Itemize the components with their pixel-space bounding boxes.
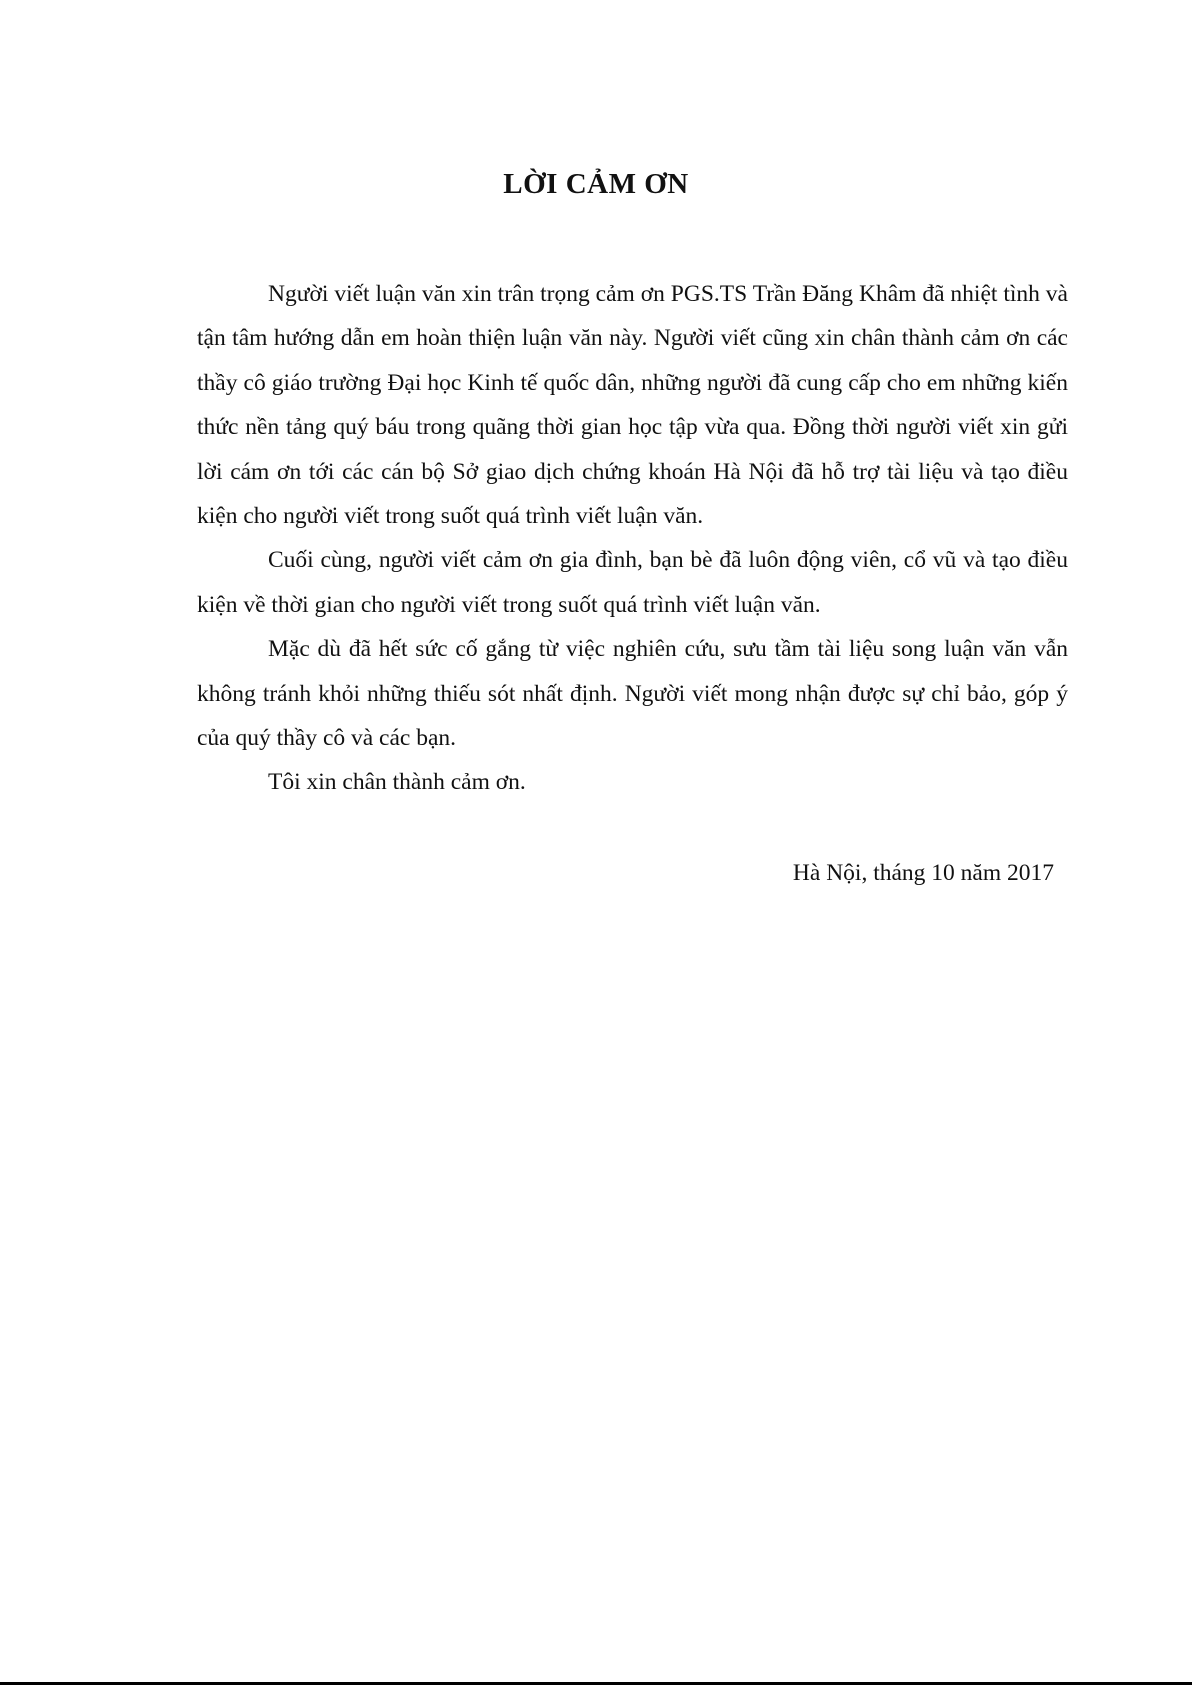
acknowledgement-body: [197, 272, 1068, 805]
paragraph-closing: Tôi xin chân thành cảm ơn.: [268, 769, 526, 796]
page-title: LỜI CẢM ƠN: [503, 168, 689, 200]
paragraph-advisor-thanks: Người viết luận văn xin trân trọng cảm ơn PGS.TS Trần Đăng Khâm đã nhiệt tình và tận tâm hướng dẫn em hoàn thiện luận văn này. Người viết cũng xin chân thành cảm ơn các thầy cô giáo trường Đại học Kinh tế quốc dân, những người đã cung cấp cho em những kiến thức nền tảng quý báu trong quãng thời gian học tập vừa qua. Đồng thời người viết xin gửi lời cám ơn tới các cán bộ Sở giao dịch chứng khoán Hà Nội đã hỗ trợ tài liệu và tạo điều kiện cho người viết trong suốt quá trình viết luận văn.: [197, 281, 1068, 530]
paragraph-family-thanks: Cuối cùng, người viết cảm ơn gia đình, bạn bè đã luôn động viên, cổ vũ và tạo điều kiện về thời gian cho người viết trong suốt quá trình viết luận văn.: [197, 547, 1068, 618]
paragraph-limitations: Mặc dù đã hết sức cố gắng từ việc nghiên cứu, sưu tầm tài liệu song luận văn vẫn không tránh khỏi những thiếu sót nhất định. Người viết mong nhận được sự chỉ bảo, góp ý của quý thầy cô và các bạn.: [197, 636, 1068, 752]
place-and-date: Hà Nội, tháng 10 năm 2017: [792, 860, 1054, 886]
